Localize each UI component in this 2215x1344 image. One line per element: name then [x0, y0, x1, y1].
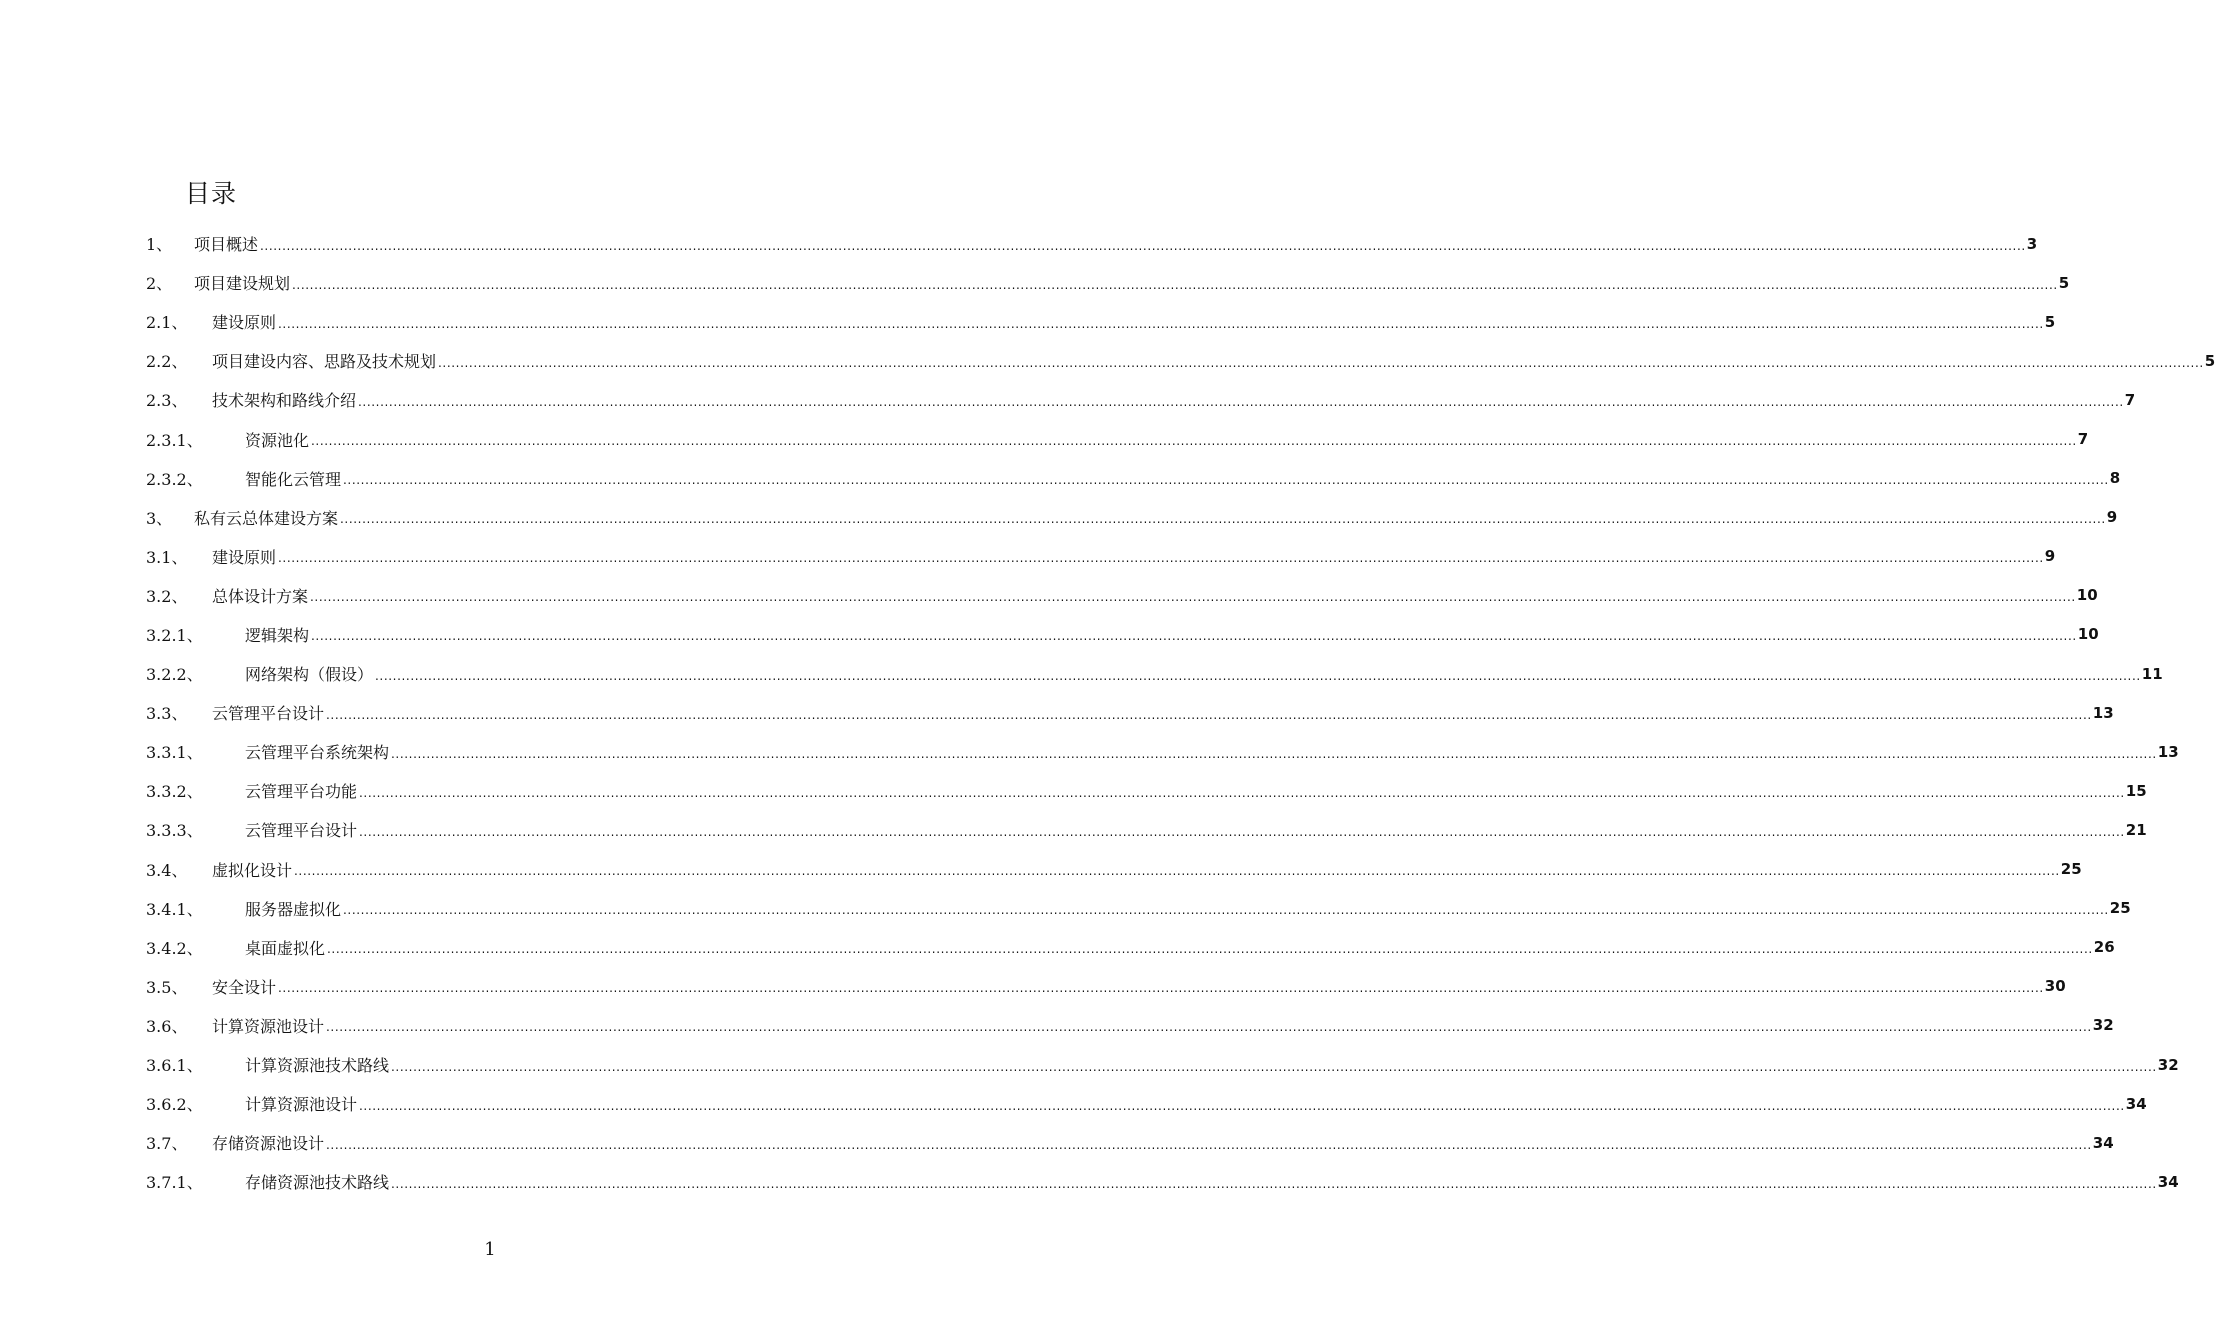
toc-entry-page: 10	[2076, 586, 2098, 605]
toc-entry[interactable]	[146, 771, 2147, 810]
toc-entry-number: 3、	[146, 508, 173, 528]
dot-leader: ................................................................................................................................................................................................................................................................................................................................................................................................................	[343, 903, 2109, 918]
dot-leader: ................................................................................................................................................................................................................................................................................................................................................................................................................	[340, 512, 2106, 527]
toc-entry-number: 2.3.2、	[146, 469, 203, 489]
toc-entry-page: 11	[2141, 664, 2163, 683]
toc-entry[interactable]	[146, 850, 2082, 889]
toc-entry[interactable]	[146, 1006, 2114, 1045]
toc-entry-page: 10	[2077, 625, 2099, 644]
toc-entry-page: 8	[2109, 469, 2121, 488]
toc-entry-page: 5	[2204, 351, 2215, 370]
toc-entry-page: 21	[2125, 820, 2147, 839]
toc-entry[interactable]	[146, 1084, 2147, 1123]
toc-entry-number: 3.3.2、	[146, 782, 203, 802]
toc-entry[interactable]	[146, 341, 2215, 380]
dot-leader: ................................................................................................................................................................................................................................................................................................................................................................................................................	[278, 316, 2044, 331]
toc-entry-page: 25	[2109, 899, 2131, 918]
toc-entry-page: 34	[2125, 1094, 2147, 1113]
toc-entry[interactable]	[146, 1045, 2179, 1084]
toc-entry-page: 34	[2092, 1133, 2114, 1152]
toc-entry-page: 7	[2077, 430, 2089, 449]
toc-entry-number: 3.2.2、	[146, 665, 203, 685]
dot-leader: ................................................................................................................................................................................................................................................................................................................................................................................................................	[391, 1176, 2157, 1191]
toc-entry-title: 云管理平台系统架构	[245, 743, 390, 763]
toc-entry-title: 建设原则	[212, 547, 277, 567]
toc-entry-title: 云管理平台功能	[245, 782, 358, 802]
toc-entry-title: 建设原则	[212, 313, 277, 333]
toc-entry-number: 2.1、	[146, 313, 188, 333]
dot-leader: ................................................................................................................................................................................................................................................................................................................................................................................................................	[327, 942, 2093, 957]
toc-entry-title: 智能化云管理	[245, 469, 342, 489]
dot-leader: ................................................................................................................................................................................................................................................................................................................................................................................................................	[326, 707, 2092, 722]
toc-entry-number: 3.2、	[146, 586, 188, 606]
dot-leader: ................................................................................................................................................................................................................................................................................................................................................................................................................	[326, 1020, 2092, 1035]
toc-entry[interactable]	[146, 224, 2038, 263]
toc-entry-number: 3.1、	[146, 547, 188, 567]
toc-entry[interactable]	[146, 498, 2118, 537]
toc-entry-number: 3.3.3、	[146, 821, 203, 841]
toc-entry-number: 3.4.2、	[146, 938, 203, 958]
dot-leader: ................................................................................................................................................................................................................................................................................................................................................................................................................	[391, 1059, 2157, 1074]
toc-entry[interactable]	[146, 459, 2121, 498]
toc-entry-title: 项目概述	[194, 235, 259, 255]
toc-entry-title: 桌面虚拟化	[245, 938, 326, 958]
toc-entry-title: 逻辑架构	[245, 625, 310, 645]
toc-entry[interactable]	[146, 537, 2056, 576]
toc-entry-number: 3.3.1、	[146, 743, 203, 763]
toc-entry-number: 3.4.1、	[146, 899, 203, 919]
toc-entry-title: 云管理平台设计	[212, 704, 325, 724]
toc-entry-page: 25	[2060, 860, 2082, 879]
dot-leader: ................................................................................................................................................................................................................................................................................................................................................................................................................	[310, 590, 2076, 605]
toc-entry-number: 1、	[146, 235, 173, 255]
dot-leader: ................................................................................................................................................................................................................................................................................................................................................................................................................	[260, 238, 2026, 253]
dot-leader: ................................................................................................................................................................................................................................................................................................................................................................................................................	[326, 1137, 2092, 1152]
toc-entry[interactable]	[146, 1162, 2179, 1201]
toc-entry-number: 3.2.1、	[146, 625, 203, 645]
toc-entry-number: 2.2、	[146, 352, 188, 372]
toc-entry-page: 26	[2093, 938, 2115, 957]
toc-entry[interactable]	[146, 967, 2066, 1006]
dot-leader: ................................................................................................................................................................................................................................................................................................................................................................................................................	[294, 864, 2060, 879]
toc-entry-title: 计算资源池设计	[212, 1016, 325, 1036]
dot-leader: ................................................................................................................................................................................................................................................................................................................................................................................................................	[311, 629, 2077, 644]
dot-leader: ................................................................................................................................................................................................................................................................................................................................................................................................................	[438, 355, 2204, 370]
toc-entry[interactable]	[146, 732, 2179, 771]
dot-leader: ................................................................................................................................................................................................................................................................................................................................................................................................................	[375, 668, 2141, 683]
toc-entry-number: 2.3、	[146, 391, 188, 411]
toc-entry-number: 2.3.1、	[146, 430, 203, 450]
toc-entry[interactable]	[146, 615, 2099, 654]
toc-entry[interactable]	[146, 889, 2131, 928]
toc-entry-title: 计算资源池技术路线	[245, 1056, 390, 1076]
dot-leader: ................................................................................................................................................................................................................................................................................................................................................................................................................	[278, 551, 2044, 566]
dot-leader: ................................................................................................................................................................................................................................................................................................................................................................................................................	[359, 1098, 2125, 1113]
dot-leader: ................................................................................................................................................................................................................................................................................................................................................................................................................	[343, 473, 2109, 488]
toc-entry[interactable]	[146, 928, 2115, 967]
toc-entry[interactable]	[146, 380, 2136, 419]
dot-leader: ................................................................................................................................................................................................................................................................................................................................................................................................................	[358, 394, 2124, 409]
toc-entry-title: 云管理平台设计	[245, 821, 358, 841]
toc-entry[interactable]	[146, 654, 2163, 693]
toc-list	[146, 224, 2215, 1201]
toc-entry-page: 13	[2092, 703, 2114, 722]
toc-entry-page: 32	[2157, 1055, 2179, 1074]
page-number: 1	[484, 1239, 496, 1260]
dot-leader: ................................................................................................................................................................................................................................................................................................................................................................................................................	[391, 746, 2157, 761]
toc-entry-page: 13	[2157, 742, 2179, 761]
toc-entry-number: 3.7、	[146, 1134, 188, 1154]
toc-entry-page: 3	[2026, 234, 2038, 253]
toc-entry-page: 5	[2058, 273, 2070, 292]
toc-entry-page: 30	[2044, 977, 2066, 996]
dot-leader: ................................................................................................................................................................................................................................................................................................................................................................................................................	[292, 277, 2058, 292]
toc-entry-number: 3.6.1、	[146, 1056, 203, 1076]
toc-entry-title: 技术架构和路线介绍	[212, 391, 357, 411]
toc-entry-title: 存储资源池设计	[212, 1134, 325, 1154]
toc-entry-title: 虚拟化设计	[212, 860, 293, 880]
toc-entry[interactable]	[146, 302, 2056, 341]
toc-entry-title: 项目建设内容、思路及技术规划	[212, 352, 437, 372]
toc-entry-page: 9	[2106, 508, 2118, 527]
toc-entry[interactable]	[146, 576, 2098, 615]
toc-entry-page: 7	[2124, 390, 2136, 409]
toc-entry-number: 3.3、	[146, 704, 188, 724]
toc-entry-page: 9	[2044, 547, 2056, 566]
dot-leader: ................................................................................................................................................................................................................................................................................................................................................................................................................	[278, 981, 2044, 996]
toc-entry-title: 安全设计	[212, 977, 277, 997]
toc-entry-number: 3.6、	[146, 1016, 188, 1036]
toc-entry-page: 32	[2092, 1016, 2114, 1035]
toc-title: 目录	[185, 179, 238, 208]
toc-entry-number: 3.4、	[146, 860, 188, 880]
toc-entry[interactable]	[146, 1123, 2114, 1162]
toc-entry-number: 3.7.1、	[146, 1173, 203, 1193]
toc-entry-page: 15	[2125, 781, 2147, 800]
toc-entry-title: 资源池化	[245, 430, 310, 450]
toc-entry-title: 网络架构（假设）	[245, 665, 374, 685]
toc-entry-title: 计算资源池设计	[245, 1095, 358, 1115]
toc-entry-title: 私有云总体建设方案	[194, 508, 339, 528]
dot-leader: ................................................................................................................................................................................................................................................................................................................................................................................................................	[359, 785, 2125, 800]
toc-entry-number: 3.5、	[146, 977, 188, 997]
toc-entry[interactable]	[146, 693, 2114, 732]
dot-leader: ................................................................................................................................................................................................................................................................................................................................................................................................................	[359, 824, 2125, 839]
toc-entry-page: 34	[2157, 1172, 2179, 1191]
toc-entry-number: 2、	[146, 274, 173, 294]
toc-entry-title: 项目建设规划	[194, 274, 291, 294]
toc-entry-title: 总体设计方案	[212, 586, 309, 606]
toc-entry[interactable]	[146, 810, 2147, 849]
toc-entry-title: 存储资源池技术路线	[245, 1173, 390, 1193]
dot-leader: ................................................................................................................................................................................................................................................................................................................................................................................................................	[311, 434, 2077, 449]
toc-entry-title: 服务器虚拟化	[245, 899, 342, 919]
toc-entry-page: 5	[2044, 312, 2056, 331]
toc-entry[interactable]	[146, 263, 2070, 302]
toc-entry-number: 3.6.2、	[146, 1095, 203, 1115]
toc-entry[interactable]	[146, 419, 2089, 458]
